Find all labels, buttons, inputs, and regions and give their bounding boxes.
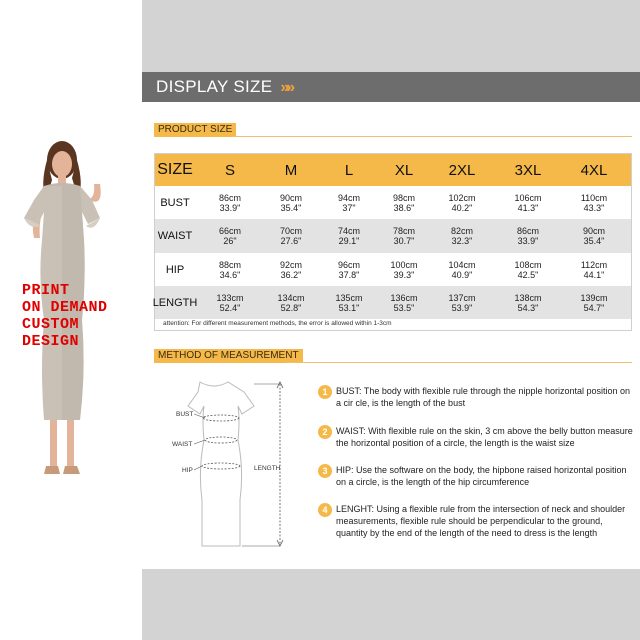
cm-value: 88cm xyxy=(218,259,241,270)
table-row-hip xyxy=(155,253,631,286)
cm-value: 100cm xyxy=(390,259,418,270)
inch-value: 30.7" xyxy=(393,236,415,246)
cm-value: 92cm xyxy=(279,259,302,270)
print-note-line: DESIGN xyxy=(22,333,80,350)
method-text: HIP: Use the software on the body, the hipbone raised horizontal position on a circle, is the length of the hip circumference xyxy=(336,465,627,487)
step-number-badge: 3 xyxy=(318,464,332,478)
inch-value: 52.8" xyxy=(280,302,302,313)
header-cell: M xyxy=(284,161,298,179)
print-note-line: ON DEMAND xyxy=(22,299,108,316)
row-label: BUST xyxy=(160,196,190,209)
inch-value: 43.3" xyxy=(583,202,605,213)
header-cell: 2XL xyxy=(448,161,476,179)
cm-value: 70cm xyxy=(279,226,302,236)
table-row-length xyxy=(152,286,631,319)
inch-value: 37.8" xyxy=(338,269,360,280)
print-note-line: CUSTOM xyxy=(22,316,80,333)
product-size-label: PRODUCT SIZE xyxy=(154,123,236,137)
inch-value: 33.9" xyxy=(517,236,539,246)
step-number-badge: 1 xyxy=(318,385,332,399)
header-cell: XL xyxy=(394,161,414,179)
inch-value: 33.9" xyxy=(219,202,241,213)
cm-value: 110cm xyxy=(580,192,608,203)
row-label: HIP xyxy=(165,263,185,276)
header-cell: L xyxy=(344,161,354,179)
cm-value: 82cm xyxy=(450,226,473,236)
cm-value: 136cm xyxy=(390,292,418,303)
cm-value: 94cm xyxy=(337,192,360,203)
inch-value: 39.3" xyxy=(393,269,415,280)
diagram-label-length: LENGTH xyxy=(254,465,281,472)
cm-value: 86cm xyxy=(218,192,241,203)
measurement-diagram xyxy=(142,370,292,560)
cm-value: 139cm xyxy=(580,292,608,303)
banner-title: DISPLAY SIZE xyxy=(156,77,273,96)
inch-value: 32.3" xyxy=(451,236,473,246)
inch-value: 53.1" xyxy=(338,302,360,313)
section-divider xyxy=(286,362,632,363)
inch-value: 37" xyxy=(342,202,356,213)
cm-value: 133cm xyxy=(216,292,244,303)
cm-value: 104cm xyxy=(448,259,476,270)
inch-value: 42.5" xyxy=(517,269,539,280)
dress-outline xyxy=(188,382,254,546)
size-table xyxy=(154,153,632,331)
cm-value: 102cm xyxy=(448,192,476,203)
row-label: LENGTH xyxy=(152,296,198,309)
inch-value: 36.2" xyxy=(280,269,302,280)
section-divider xyxy=(232,136,632,137)
attention-note: attention: For different measurement methods, the error is allowed within 1-3cm xyxy=(163,320,392,327)
bottom-gray-band xyxy=(142,569,640,640)
inch-value: 53.9" xyxy=(451,302,473,313)
cm-value: 66cm xyxy=(218,226,241,236)
inch-value: 34.6" xyxy=(219,269,241,280)
inch-value: 44.1" xyxy=(583,269,605,280)
header-cell: 4XL xyxy=(580,161,608,179)
cm-value: 86cm xyxy=(516,226,539,236)
cm-value: 134cm xyxy=(277,292,305,303)
cm-value: 74cm xyxy=(337,226,360,236)
inch-value: 54.7" xyxy=(583,302,605,313)
method-text: LENGHT: Using a flexible rule from the intersection of neck and shoulder measurements, flexible rule should be perpendicular to the ground, quantity by the end of the length of the need to dress is the length xyxy=(336,504,626,538)
print-on-demand-note xyxy=(22,282,134,350)
inch-value: 53.5" xyxy=(393,302,415,313)
size-table-header xyxy=(155,154,631,186)
cm-value: 108cm xyxy=(514,259,542,270)
top-gray-band xyxy=(142,0,640,72)
cm-value: 78cm xyxy=(392,226,415,236)
inch-value: 52.4" xyxy=(219,302,241,313)
method-text: WAIST: With flexible rule on the skin, 3 cm above the belly button measure the horizontal position of a circle, the length is the waist size xyxy=(336,426,633,448)
print-note-line: PRINT xyxy=(22,282,70,299)
inch-value: 35.4" xyxy=(583,236,605,246)
table-row-bust xyxy=(155,186,631,219)
inch-value: 35.4" xyxy=(280,202,302,213)
cm-value: 98cm xyxy=(392,192,415,203)
inch-value: 27.6" xyxy=(280,236,302,246)
inch-value: 40.2" xyxy=(451,202,473,213)
cm-value: 112cm xyxy=(580,259,608,270)
table-row-waist xyxy=(155,219,631,253)
cm-value: 90cm xyxy=(279,192,302,203)
header-cell: S xyxy=(224,161,235,179)
inch-value: 29.1" xyxy=(338,236,360,246)
model-panel xyxy=(0,0,142,640)
inch-value: 38.6" xyxy=(393,202,415,213)
inch-value: 40.9" xyxy=(451,269,473,280)
cm-value: 106cm xyxy=(514,192,542,203)
display-size-banner xyxy=(142,72,640,102)
cm-value: 137cm xyxy=(448,292,476,303)
diagram-label-hip: HIP xyxy=(182,467,193,474)
method-text: BUST: The body with flexible rule through the nipple horizontal position on a cir cle, is the length of the bust xyxy=(336,386,631,408)
step-number-badge: 4 xyxy=(318,503,332,517)
header-cell: 3XL xyxy=(514,161,542,179)
header-cell: SIZE xyxy=(157,161,193,178)
cm-value: 96cm xyxy=(337,259,360,270)
diagram-label-bust: BUST xyxy=(176,411,194,418)
cm-value: 135cm xyxy=(335,292,363,303)
step-number-badge: 2 xyxy=(318,425,332,439)
row-label: WAIST xyxy=(157,230,193,242)
double-chevron-icon: »» xyxy=(280,79,293,96)
cm-value: 90cm xyxy=(582,226,605,236)
inch-value: 41.3" xyxy=(517,202,539,213)
cm-value: 138cm xyxy=(514,292,542,303)
inch-value: 26" xyxy=(223,236,237,246)
method-label: METHOD OF MEASUREMENT xyxy=(154,349,303,363)
diagram-label-waist: WAIST xyxy=(172,441,193,448)
inch-value: 54.3" xyxy=(517,302,539,313)
